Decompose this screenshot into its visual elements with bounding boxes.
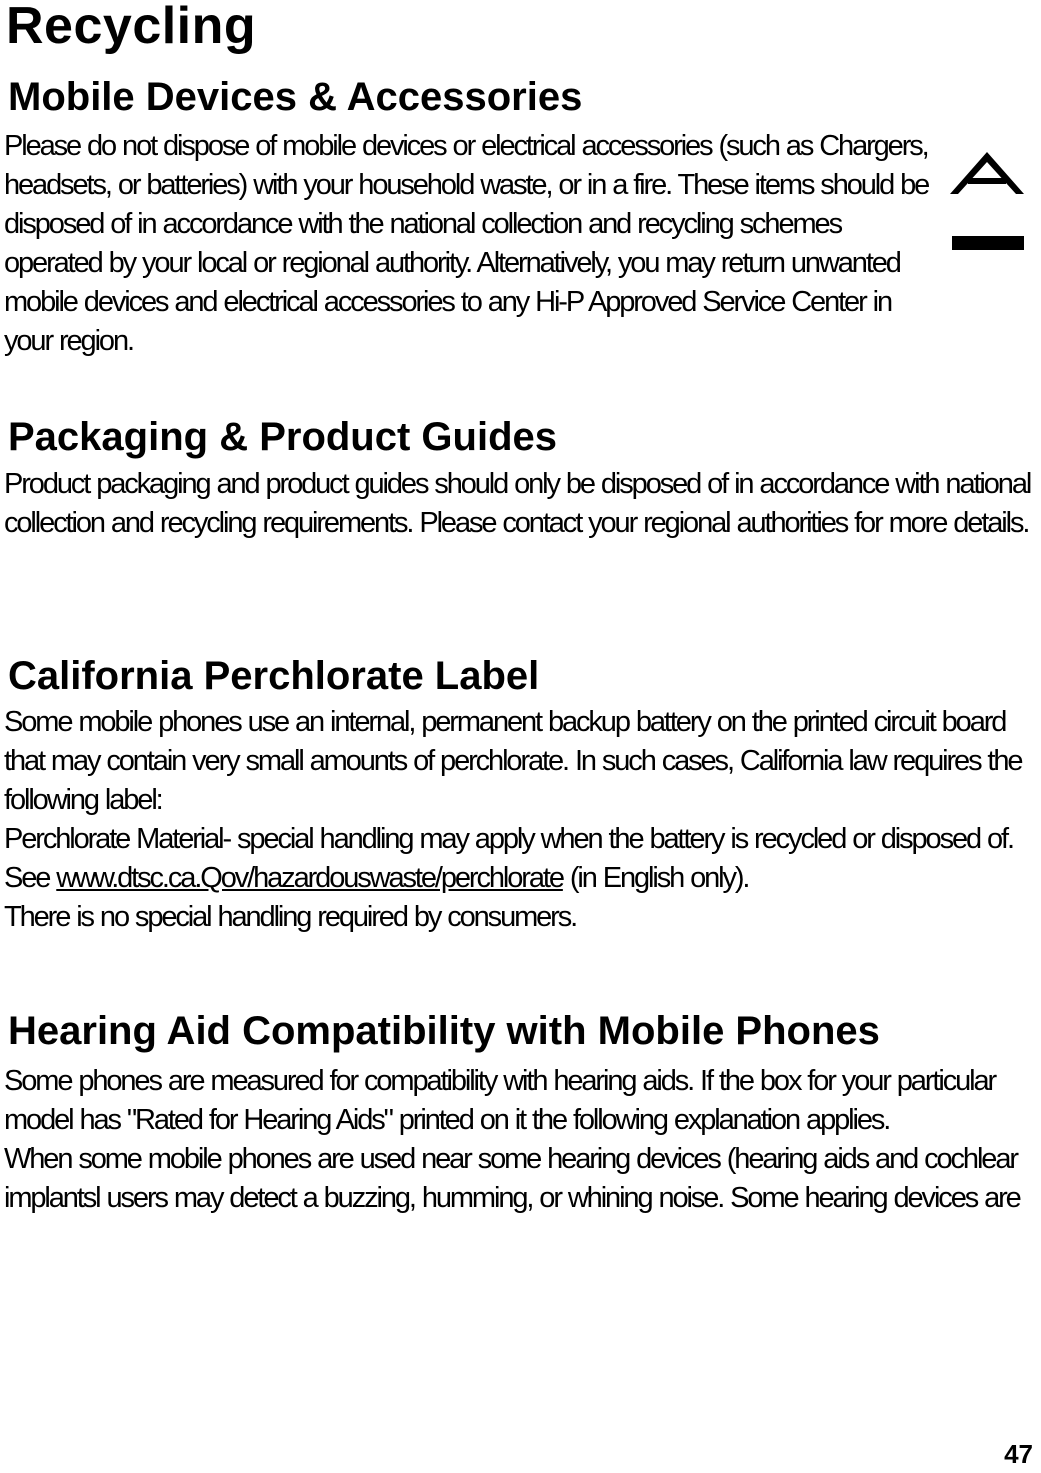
hearing-aid-text-1: Some phones are measured for compatibility with hearing aids. If the box for your particular model has "Rated for Hearing Aids" printed on it the following explanation applies. (4, 1065, 996, 1136)
hearing-aid-text-2: When some mobile phones are used near some hearing devices (hearing aids and cochlear implantsl users may detect a buzzing, humming, or whining noise. Some hearing devices are (4, 1143, 1020, 1214)
perchlorate-text-1: Some mobile phones use an internal, permanent backup battery on the printed circuit board that may contain very small amounts of perchlorate. In such cases, California law requires the following label: (4, 706, 1022, 816)
heading-hearing-aid: Hearing Aid Compatibility with Mobile Phones (8, 1009, 880, 1053)
perchlorate-text-2 (4, 820, 1034, 898)
perchlorate-text-3: There is no special handling required by consumers. (4, 901, 577, 933)
page-number: 47 (1004, 1439, 1033, 1469)
packaging-paragraph (4, 465, 1036, 543)
hearing-aid-paragraph (4, 1062, 1034, 1218)
page-title: Recycling (6, 0, 257, 55)
dtsc-link[interactable]: www.dtsc.ca.Qov/hazardouswaste/perchlorate (56, 862, 563, 894)
perchlorate-text-2-after: (in English only). (562, 862, 749, 894)
recycling-symbol-icon (946, 148, 1028, 254)
mobile-devices-paragraph (4, 127, 944, 361)
heading-mobile-devices: Mobile Devices & Accessories (8, 75, 583, 119)
heading-perchlorate: California Perchlorate Label (8, 654, 540, 698)
heading-packaging: Packaging & Product Guides (8, 415, 558, 459)
perchlorate-text-2-before: Perchlorate Material- special handling may apply when the battery is recycled or disposed of. See (4, 823, 1013, 894)
packaging-text: Product packaging and product guides should only be disposed of in accordance with national collection and recycling requirements. Please contact your regional authorities for more details. (4, 468, 1031, 539)
perchlorate-paragraph (4, 703, 1034, 937)
mobile-devices-text: Please do not dispose of mobile devices or electrical accessories (such as Chargers, headsets, or batteries) with your household waste, or in a fire. These items should be disposed of in accordance with the national collection and recycling schemes operated by your local or regional authority. Alternatively, you may return unwanted mobile devices and electrical accessories to any Hi-P Approved Service Center in your region. (4, 130, 929, 357)
